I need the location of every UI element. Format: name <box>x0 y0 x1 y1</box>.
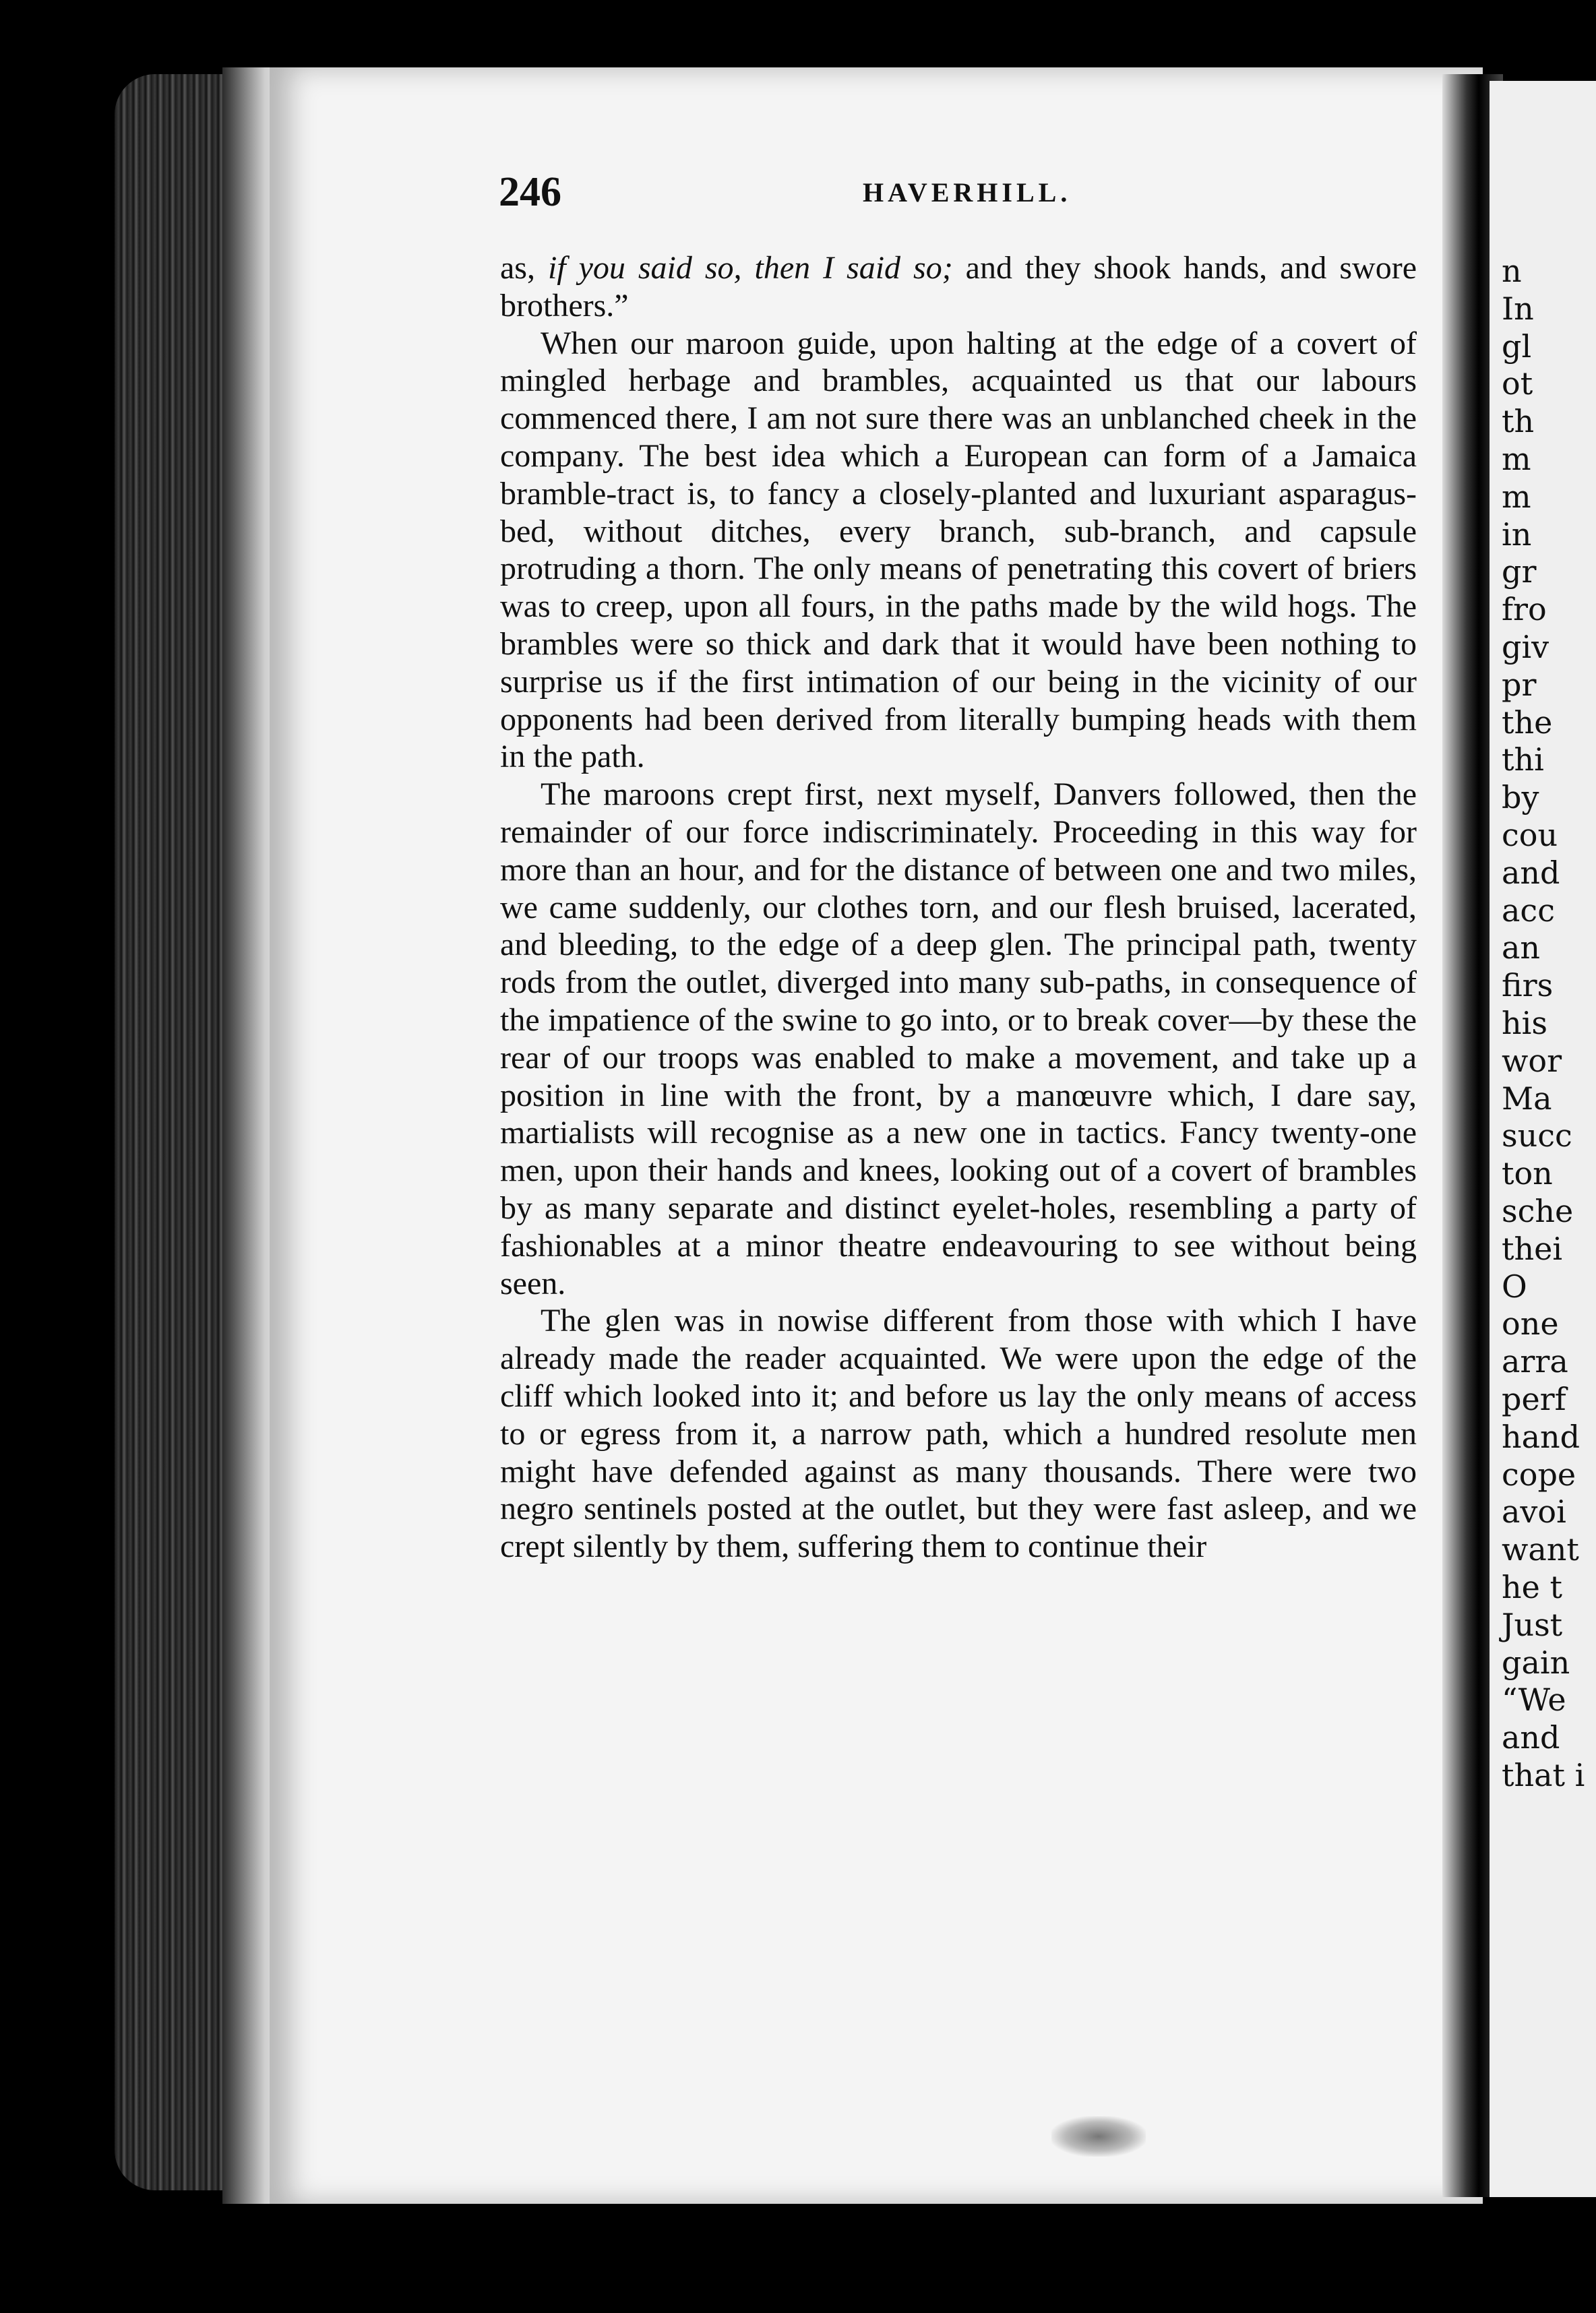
text-run: if you said so, then I said so; <box>547 250 953 286</box>
text-run: When our maroon guide, upon halting at the edge of a covert of mingled herbage and brambles, acquainted us that our labours commenced there, I am not sure there was an unblanched cheek in the company. The best idea which a European can form of a Jamaica bramble-tract is, to fancy a closely-planted and luxuriant asparagus-bed, without ditches, every branch, sub-branch, and capsule protruding a thorn. The only means of penetrating this covert of briers was to creep, upon all fours, in the paths made by the wild hogs. The brambles were so thick and dark that it would have been nothing to surprise us if the first intimation of our being in the vicinity of our opponents had been derived from literally bumping heads with them in the path. <box>500 325 1417 775</box>
facing-page-line-fragment: succ <box>1502 1117 1572 1154</box>
facing-page-line-fragment: the <box>1502 704 1553 741</box>
facing-page-line-fragment: that i <box>1502 1757 1585 1793</box>
facing-page-edge <box>1490 81 1596 2197</box>
facing-page-line-fragment: gain <box>1502 1644 1570 1681</box>
facing-page-line-fragment: avoi <box>1502 1493 1566 1531</box>
text-run: The maroons crept first, next myself, Danvers followed, then the remainder of our force indiscriminately. Proceeding in this way for more than an hour, and for the distance of between one and two miles, we came suddenly, our clothes torn, and our flesh bruised, lacerated, and bleeding, to the edge of a deep glen. The principal path, twenty rods from the outlet, diverged into many sub-paths, in consequence of the impatience of the swine to go into, or to break cover—by these the rear of our troops was enabled to make a movement, and take up a position in line with the front, by a manœuvre which, I dare say, martialists will recognise as a new one in tactics. Fancy twenty-one men, upon their hands and knees, looking out of a covert of brambles by as many separate and distinct eyelet-holes, resembling a party of fashionables at a minor theatre endeavouring to see without being seen. <box>500 776 1417 1301</box>
facing-page-line-fragment: thei <box>1502 1230 1563 1267</box>
running-title: HAVERHILL. <box>863 177 1072 208</box>
facing-page-line-fragment: acc <box>1502 892 1555 929</box>
paragraph <box>500 325 1417 776</box>
facing-page-line-fragment: n <box>1502 253 1522 289</box>
facing-page-line-fragment: thi <box>1502 741 1544 778</box>
facing-page-line-fragment: sche <box>1502 1193 1574 1229</box>
text-run: as, <box>500 250 548 286</box>
paragraph <box>500 1302 1417 1566</box>
facing-page-line-fragment: th <box>1502 403 1535 440</box>
facing-page-line-fragment: one <box>1502 1305 1559 1343</box>
facing-page-line-fragment: Ma <box>1502 1080 1552 1117</box>
facing-page-line-fragment: fro <box>1502 591 1547 628</box>
facing-page-line-fragment: O <box>1502 1268 1527 1305</box>
facing-page-line-fragment: by <box>1502 779 1539 816</box>
page-body-text <box>500 249 1417 1566</box>
paragraph <box>500 249 1417 325</box>
facing-page-line-fragment: ton <box>1502 1155 1553 1192</box>
facing-page-line-fragment: his <box>1502 1005 1547 1041</box>
facing-page-line-fragment: and <box>1502 1719 1560 1756</box>
facing-page-line-fragment: pr <box>1502 666 1537 703</box>
facing-page-line-fragment: m <box>1502 441 1531 477</box>
facing-page-line-fragment: gl <box>1502 328 1532 365</box>
facing-page-line-fragment: cou <box>1502 817 1558 853</box>
page-smudge-mark <box>1051 2116 1146 2157</box>
facing-page-line-fragment: giv <box>1502 629 1549 665</box>
facing-page-line-fragment: gr <box>1502 553 1537 590</box>
page-number: 246 <box>499 169 561 215</box>
facing-page-line-fragment: In <box>1502 290 1534 327</box>
paragraph <box>500 776 1417 1302</box>
facing-page-line-fragment: want <box>1502 1531 1579 1568</box>
facing-page-line-fragment: an <box>1502 929 1541 966</box>
facing-page-line-fragment: in <box>1502 516 1532 553</box>
facing-page-line-fragment: hand <box>1502 1418 1580 1455</box>
facing-page-line-fragment: wor <box>1502 1042 1562 1079</box>
running-head <box>499 168 1415 216</box>
facing-page-line-fragment: m <box>1502 478 1531 515</box>
text-run: and they shook hands, and swore brothers.” <box>500 250 1417 323</box>
facing-page-line-fragment: perf <box>1502 1381 1566 1417</box>
facing-page-line-fragment: he t <box>1502 1569 1562 1605</box>
facing-page-line-fragment: Just <box>1502 1606 1563 1643</box>
facing-page-line-fragment: arra <box>1502 1343 1568 1380</box>
text-run: The glen was in nowise different from those with which I have already made the reader acquainted. We were upon the edge of the cliff which looked into it; and before us lay the only means of access to or egress from it, a narrow path, which a hundred resolute men might have defended against as many thousands. There were two negro sentinels posted at the outlet, but they were fast asleep, and we crept silently by them, suffering them to continue their <box>500 1303 1417 1565</box>
facing-page-line-fragment: cope <box>1502 1456 1576 1493</box>
facing-page-line-fragment: and <box>1502 854 1560 891</box>
facing-page-line-fragment: ot <box>1502 365 1533 402</box>
facing-page-line-fragment: “We <box>1502 1682 1566 1719</box>
facing-page-line-fragment: firs <box>1502 967 1554 1004</box>
